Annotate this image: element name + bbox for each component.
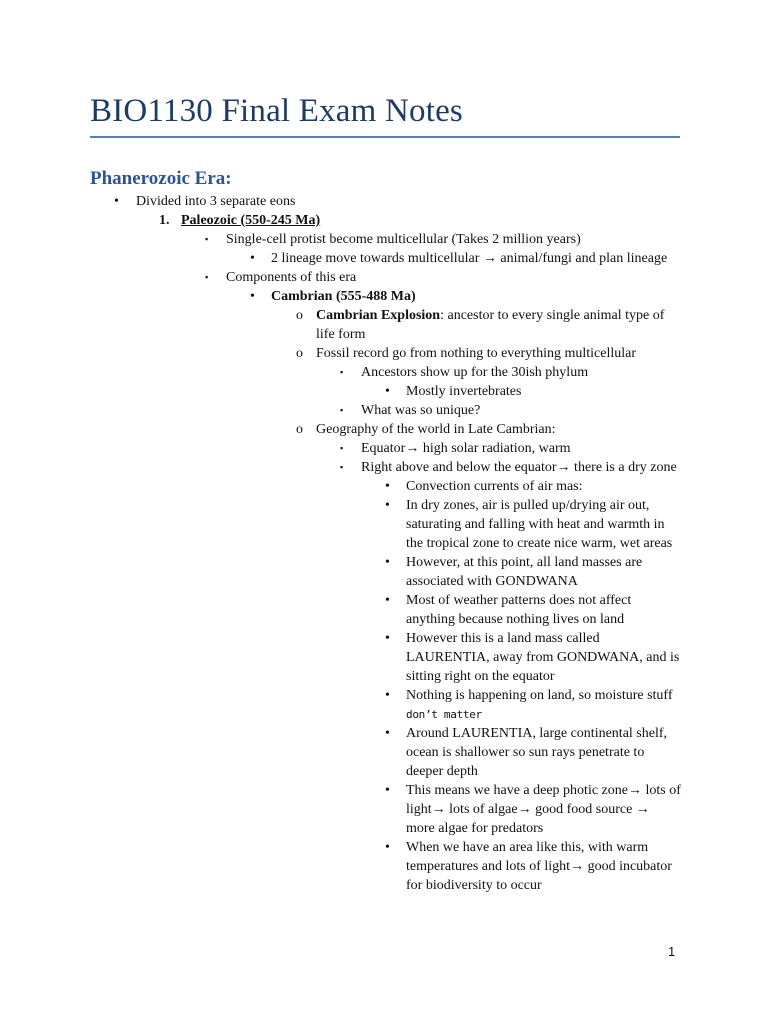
list-item-continuation [0, 819, 768, 838]
list-item-text: Components of this era [226, 270, 357, 285]
square-bullet-marker: ▪ [205, 272, 209, 282]
circle-marker: o [296, 308, 303, 323]
list-item-text: sitting right on the equator [406, 669, 555, 684]
list-item-text: Convection currents of air mas: [406, 479, 583, 494]
list-item-continuation [0, 762, 768, 781]
list-item [0, 838, 768, 857]
notes-body [0, 192, 768, 895]
page-number: 1 [668, 944, 676, 959]
list-item-text: : ancestor to every single animal type of [440, 308, 665, 323]
list-item-text: associated with GONDWANA [406, 574, 578, 589]
list-item-text: Geography of the world in Late Cambrian: [316, 422, 556, 437]
list-item-text: light→ lots of algae→ good food source → [406, 802, 650, 817]
circle-marker: o [296, 346, 303, 361]
list-item-text: deeper depth [406, 764, 478, 779]
list-item [0, 420, 768, 439]
list-item-text: When we have an area like this, with warm [406, 840, 649, 855]
section-heading: Phanerozoic Era: [90, 168, 232, 189]
list-item [0, 211, 768, 230]
list-item-text: life form [316, 327, 366, 342]
list-item [0, 382, 768, 401]
list-item-text: This means we have a deep photic zone→ lots of [406, 783, 681, 798]
bullet-marker: • [385, 783, 390, 798]
list-item-text: Fossil record go from nothing to everything multicellular [316, 346, 636, 361]
list-item-continuation [0, 743, 768, 762]
list-item-text: Right above and below the equator→ there is a dry zone [361, 460, 677, 475]
list-item [0, 553, 768, 572]
list-item-continuation [0, 800, 768, 819]
bullet-marker: • [385, 840, 390, 855]
list-item-text: Most of weather patterns does not affect [406, 593, 632, 608]
list-item-continuation [0, 705, 768, 724]
square-bullet-marker: ▪ [205, 234, 209, 244]
list-item [0, 268, 768, 287]
list-item-continuation [0, 857, 768, 876]
list-item-text: the tropical zone to create nice warm, wet areas [406, 536, 673, 551]
list-item-text: Ancestors show up for the 30ish phylum [361, 365, 589, 380]
list-item [0, 344, 768, 363]
list-item [0, 458, 768, 477]
list-item-text: for biodiversity to occur [406, 878, 542, 893]
list-item [0, 363, 768, 382]
list-item-text: more algae for predators [406, 821, 544, 836]
list-item [0, 591, 768, 610]
bullet-marker: • [385, 726, 390, 741]
list-item [0, 477, 768, 496]
page-title: BIO1130 Final Exam Notes [90, 93, 463, 129]
list-item-continuation [0, 325, 768, 344]
list-item [0, 496, 768, 515]
list-item-text: ocean is shallower so sun rays penetrate to [406, 745, 645, 760]
number-marker: 1. [159, 213, 170, 228]
list-item-text: LAURENTIA, away from GONDWANA, and is [406, 650, 680, 665]
title-divider [90, 136, 680, 138]
bullet-marker: • [385, 384, 390, 399]
list-item-continuation [0, 667, 768, 686]
list-item [0, 230, 768, 249]
list-item-continuation [0, 572, 768, 591]
list-item [0, 306, 768, 325]
list-item-continuation [0, 534, 768, 553]
bullet-marker: • [385, 479, 390, 494]
square-bullet-marker: ▪ [340, 405, 344, 415]
list-item-text: saturating and falling with heat and warmth in [406, 517, 665, 532]
list-item [0, 287, 768, 306]
bullet-marker: • [385, 555, 390, 570]
bullet-marker: • [114, 194, 119, 209]
bullet-marker: • [385, 593, 390, 608]
square-bullet-marker: ▪ [340, 367, 344, 377]
circle-marker: o [296, 422, 303, 437]
list-item-continuation [0, 876, 768, 895]
square-bullet-marker: ▪ [340, 443, 344, 453]
bullet-marker: • [250, 289, 255, 304]
square-bullet-marker: ▪ [340, 462, 344, 472]
bullet-marker: • [250, 251, 255, 266]
list-item-text: Paleozoic (550-245 Ma) [181, 213, 321, 228]
list-item-text: Around LAURENTIA, large continental shelf, [406, 726, 668, 741]
bullet-marker: • [385, 498, 390, 513]
list-item-text: What was so unique? [361, 403, 481, 418]
list-item-text: Nothing is happening on land, so moisture stuff [406, 688, 673, 703]
list-item [0, 249, 768, 268]
bullet-marker: • [385, 688, 390, 703]
list-item-continuation [0, 515, 768, 534]
list-item-text: Divided into 3 separate eons [136, 194, 296, 209]
term-label: Cambrian Explosion [316, 308, 441, 323]
list-item-text: Mostly invertebrates [406, 384, 522, 399]
list-item [0, 781, 768, 800]
list-item-text: However this is a land mass called [406, 631, 600, 646]
list-item [0, 192, 768, 211]
list-item [0, 629, 768, 648]
list-item-text: anything because nothing lives on land [406, 612, 625, 627]
list-item-text: Equator→ high solar radiation, warm [361, 441, 571, 456]
list-item-text: don’t matter [406, 708, 482, 721]
list-item-text: However, at this point, all land masses are [406, 555, 643, 570]
list-item-continuation [0, 648, 768, 667]
list-item [0, 439, 768, 458]
list-item-continuation [0, 610, 768, 629]
list-item-text: 2 lineage move towards multicellular → animal/fungi and plan lineage [271, 251, 668, 266]
list-item-text: In dry zones, air is pulled up/drying air out, [406, 498, 650, 513]
list-item [0, 686, 768, 705]
list-item-text: Single-cell protist become multicellular (Takes 2 million years) [226, 232, 581, 247]
list-item [0, 724, 768, 743]
list-item-text: Cambrian (555-488 Ma) [271, 289, 416, 304]
bullet-marker: • [385, 631, 390, 646]
list-item-text: temperatures and lots of light→ good incubator [406, 859, 672, 874]
list-item [0, 401, 768, 420]
